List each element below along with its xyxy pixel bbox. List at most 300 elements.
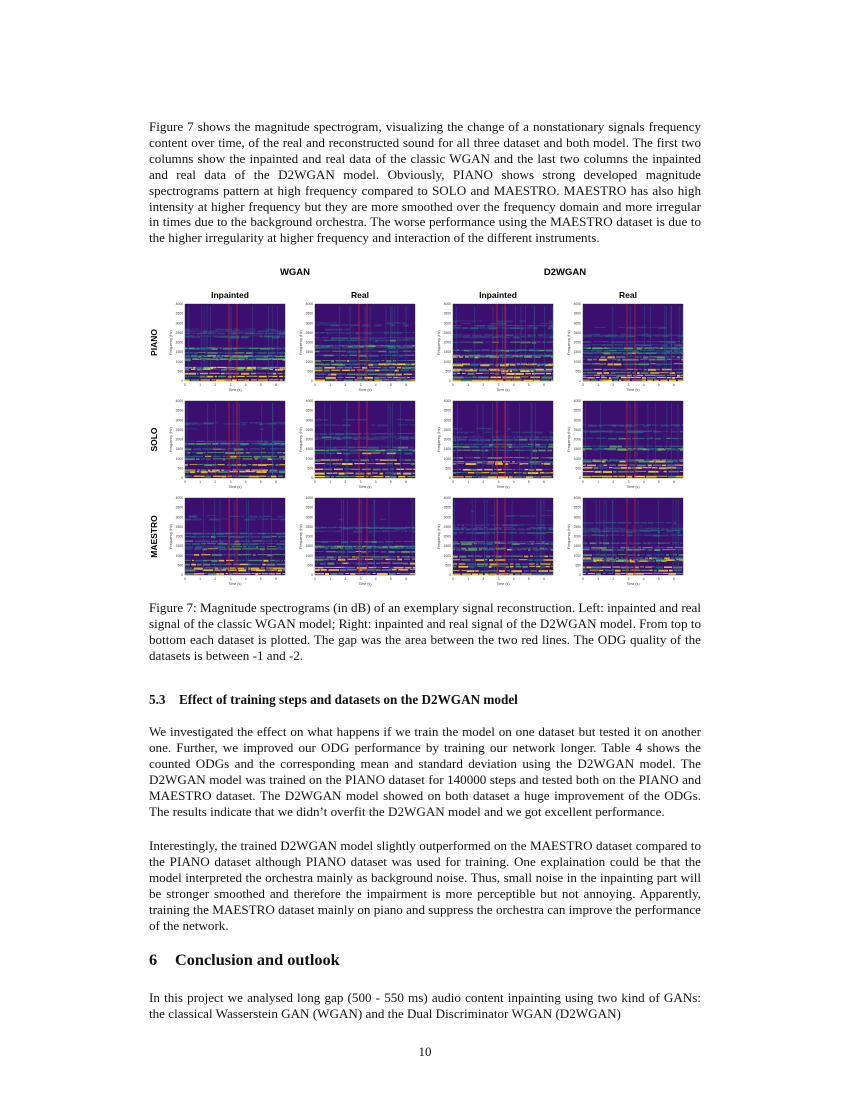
spectrogram-band (480, 364, 489, 366)
spectrogram-band (543, 528, 547, 529)
x-tick-label: 2 (214, 480, 217, 484)
spectrogram-band (399, 337, 404, 338)
spectrogram-band (673, 554, 677, 555)
spectrogram-band (671, 347, 677, 348)
spectrogram-band (619, 425, 624, 427)
spectrogram-band (465, 524, 473, 525)
spectrogram-band (486, 327, 488, 328)
spectrogram-band (465, 342, 471, 343)
spectrogram-band (281, 347, 286, 348)
spectrogram-band (514, 450, 519, 451)
note-onset (673, 500, 674, 573)
spectrogram-band (194, 476, 201, 477)
spectrogram-band (664, 558, 670, 560)
spectrogram-band (185, 564, 190, 566)
spectrogram-band (285, 548, 286, 549)
spectrogram-band (315, 360, 321, 362)
spectrogram-band (500, 532, 508, 533)
spectrogram-band (594, 467, 599, 469)
spectrogram-band (275, 569, 277, 570)
spectrogram-band (513, 556, 523, 557)
spectrogram-band (404, 355, 415, 356)
spectrogram-band (528, 335, 532, 337)
spectrogram-band (621, 535, 625, 536)
note-onset (388, 403, 389, 476)
spectrogram-band (512, 549, 516, 550)
spectrogram-band (507, 570, 510, 571)
spectrogram-band (376, 345, 379, 346)
spectrogram-band (528, 472, 539, 474)
spectrogram-band (279, 332, 285, 333)
y-tick-label: 500 (177, 369, 183, 374)
spectrogram-band (520, 543, 525, 544)
spectrogram-band (530, 556, 533, 557)
spectrogram-band (634, 369, 638, 371)
spectrogram-band (233, 564, 239, 565)
spectrogram-band (185, 331, 196, 332)
spectrogram-band (549, 548, 553, 549)
note-onset (235, 500, 236, 573)
spectrogram-band (492, 556, 495, 557)
y-tick-label: 4000 (305, 302, 313, 306)
spectrogram-band (468, 472, 474, 473)
spectrogram-band (209, 443, 214, 444)
spectrogram-band (674, 344, 683, 346)
spectrogram-panel (583, 401, 683, 478)
spectrogram-band (331, 476, 334, 478)
spectrogram-band (549, 355, 553, 356)
spectrogram-band (406, 363, 411, 365)
spectrogram-band (197, 573, 204, 574)
note-onset (457, 403, 458, 476)
spectrogram-band (322, 546, 326, 548)
spectrogram-band (355, 563, 366, 565)
spectrogram-band (374, 380, 382, 381)
note-onset (494, 500, 495, 573)
spectrogram-band (521, 563, 527, 564)
conclusion-paragraph: In this project we analysed long gap (500 - 550 ms) audio content inpainting using two kind of GANs: the classical Wasserstein GAN (WGAN) and the Dual Discriminator WGAN (D2WGAN) (149, 990, 701, 1021)
spectrogram-band (363, 332, 373, 334)
x-tick-label: 5 (389, 577, 392, 581)
note-onset (220, 500, 221, 573)
spectrogram-band (484, 373, 489, 374)
spectrogram-band (236, 546, 242, 547)
spectrogram-band (351, 459, 359, 461)
spectrogram-band (284, 441, 285, 442)
spectrogram-band (326, 377, 336, 379)
spectrogram-band (519, 532, 525, 534)
spectrogram-band (337, 374, 346, 375)
spectrogram-band (643, 542, 647, 543)
spectrogram-band (266, 569, 270, 571)
spectrogram-band (535, 436, 540, 438)
spectrogram-band (219, 560, 225, 562)
spectrogram-band (256, 333, 264, 335)
spectrogram-band (270, 560, 275, 561)
spectrogram-band (185, 546, 193, 548)
spectrogram-band (343, 347, 346, 349)
spectrogram-band (269, 573, 275, 574)
spectrogram-band (453, 574, 461, 576)
y-tick-label: 3500 (443, 408, 451, 413)
x-tick-label: 4 (244, 480, 247, 484)
spectrogram-band (321, 569, 327, 571)
spectrogram-band (385, 438, 387, 439)
spectrogram-band (617, 549, 624, 551)
spectrogram-band (382, 469, 389, 471)
y-tick-label: 2500 (305, 330, 313, 335)
spectrogram-band (345, 546, 354, 547)
spectrogram-band (666, 522, 671, 523)
y-tick-label: 4000 (443, 302, 451, 306)
spectrogram-band (656, 350, 665, 352)
y-tick-label: 500 (177, 563, 183, 568)
spectrogram-band (652, 424, 658, 426)
spectrogram-band (403, 433, 413, 434)
spectrogram-band (190, 471, 196, 473)
spectrogram-band (597, 459, 602, 460)
spectrogram-band (315, 438, 318, 440)
spectrogram-band (458, 566, 468, 568)
spectrogram-band (641, 336, 644, 337)
spectrogram-band (453, 335, 462, 336)
spectrogram-band (356, 419, 366, 421)
spectrogram-band (465, 549, 467, 551)
spectrogram-band (621, 531, 625, 532)
note-onset (665, 306, 666, 379)
spectrogram-band (671, 448, 675, 449)
spectrogram-band (196, 347, 205, 349)
spectrogram-band (201, 476, 205, 478)
spectrogram-band (279, 448, 285, 449)
spectrogram-band (192, 543, 201, 545)
spectrogram-band (524, 469, 528, 470)
note-onset (454, 500, 455, 573)
spectrogram-band (647, 549, 652, 551)
spectrogram-band (185, 470, 196, 471)
spectrogram-band (380, 345, 390, 347)
spectrogram-band (653, 356, 657, 357)
spectrogram-band (646, 446, 653, 447)
spectrogram-band (531, 543, 535, 545)
spectrogram-band (488, 380, 495, 382)
spectrogram-band (587, 372, 597, 373)
spectrogram-band (248, 546, 256, 547)
spectrogram-band (356, 476, 365, 477)
x-tick-label: 5 (527, 577, 530, 581)
spectrogram-band (321, 347, 330, 349)
spectrogram-band (622, 334, 625, 336)
spectrogram-band (380, 473, 384, 475)
spectrogram-band (663, 471, 667, 472)
spectrogram-band (252, 541, 262, 542)
x-tick-label: 2 (612, 383, 615, 387)
x-tick-label: 6 (673, 383, 675, 387)
x-tick-label: 2 (482, 480, 485, 484)
spectrogram-band (359, 360, 369, 361)
spectrogram-band (209, 332, 214, 333)
spectrogram-band (219, 568, 223, 569)
spectrogram-band (614, 344, 623, 345)
spectrogram-band (223, 568, 229, 570)
spectrogram-band (353, 438, 357, 440)
y-tick-label: 3000 (175, 321, 183, 326)
spectrogram-band (680, 542, 683, 544)
note-onset (492, 403, 493, 476)
x-tick-label: 5 (389, 480, 392, 484)
spectrogram-band (678, 380, 683, 382)
spectrogram-band (540, 323, 551, 324)
x-tick-label: 5 (389, 383, 392, 387)
spectrogram-band (619, 380, 622, 381)
spectrogram-band (196, 443, 207, 444)
spectrogram-band (323, 419, 327, 421)
spectrogram-band (542, 377, 552, 379)
spectrogram-band (527, 336, 536, 337)
y-tick-label: 0 (449, 476, 451, 480)
note-onset (341, 500, 342, 573)
spectrogram-band (331, 337, 340, 339)
spectrogram-band (185, 376, 191, 377)
note-onset (596, 500, 597, 573)
spectrogram-band (648, 560, 652, 561)
spectrogram-band (222, 476, 227, 478)
spectrogram-band (514, 377, 521, 379)
x-tick-label: 0 (452, 480, 454, 484)
spectrogram-band (458, 321, 461, 322)
spectrogram-band (583, 430, 592, 431)
spectrogram-band (615, 341, 625, 343)
y-tick-label: 1500 (443, 544, 451, 549)
spectrogram-band (394, 463, 400, 465)
spectrogram-band (375, 340, 378, 342)
spectrogram-band (315, 324, 322, 325)
spectrogram-band (601, 375, 605, 377)
x-tick-label: 1 (199, 577, 202, 581)
spectrogram-band (362, 351, 370, 352)
x-tick-label: 2 (214, 383, 217, 387)
spectrogram-band (613, 476, 617, 477)
spectrogram-band (375, 459, 378, 460)
spectrogram-band (478, 548, 487, 549)
y-tick-label: 2000 (175, 534, 183, 539)
spectrogram-band (197, 367, 201, 369)
spectrogram-band (476, 559, 485, 561)
spectrogram-band (453, 336, 462, 337)
spectrogram-band (382, 569, 392, 571)
spectrogram-band (350, 324, 353, 326)
spectrogram-band (359, 450, 366, 451)
spectrogram-band (636, 341, 645, 342)
intro-paragraph: Figure 7 shows the magnitude spectrogram, visualizing the change of a nonstationary signals frequency content over time, of the real and reconstructed sound for all three dataset and both model. The first two columns show the inpainted and real data of the classic WGAN and the last two columns the inpainted and real data of the D2WGAN model. Obviously, PIANO shows strong developed magnitude spectrograms pattern at high frequency compared to SOLO and MAESTRO. MAESTRO has also high intensity at higher frequency but they are more smoothed over the frequency domain and more irregular in times due to the background orchestra. The worse performance using the MAESTRO dataset is due to the higher irregularity at higher frequency and interaction of the different instruments. (149, 119, 701, 246)
spectrogram-band (603, 369, 607, 371)
spectrogram-band (412, 345, 415, 347)
spectrogram-band (275, 367, 277, 368)
spectrogram-band (462, 570, 467, 571)
spectrogram-band (327, 556, 334, 558)
spectrogram-band (405, 567, 412, 569)
spectrogram-band (207, 352, 217, 354)
spectrogram-band (278, 536, 280, 538)
spectrogram-band (407, 556, 409, 557)
spectrogram-band (478, 476, 481, 478)
spectrogram-band (593, 558, 604, 560)
spectrogram-band (453, 541, 458, 542)
spectrogram-band (583, 476, 591, 478)
spectrogram-band (453, 355, 460, 356)
spectrogram-band (596, 438, 607, 439)
note-onset (273, 403, 274, 476)
spectrogram-band (535, 325, 538, 326)
spectrogram-band (593, 336, 604, 338)
y-tick-label: 1000 (175, 456, 183, 461)
spectrogram-band (188, 428, 197, 429)
x-tick-label: 4 (512, 577, 515, 581)
spectrogram-band (521, 548, 532, 550)
spectrogram-band (324, 322, 332, 323)
spectrogram-band (242, 548, 252, 549)
spectrogram-band (329, 541, 340, 542)
spectrogram-band (201, 554, 210, 555)
y-tick-label: 0 (579, 573, 581, 577)
spectrogram-band (609, 467, 613, 468)
spectrogram-band (664, 567, 672, 568)
spectrogram-band (323, 360, 331, 361)
spectrogram-band (638, 446, 645, 448)
spectrogram-band (240, 443, 246, 445)
spectrogram-band (609, 430, 613, 431)
spectrogram-band (403, 450, 411, 451)
spectrogram-band (227, 347, 237, 349)
spectrogram-band (474, 369, 478, 371)
spectrogram-band (349, 360, 357, 362)
spectrogram-band (604, 372, 610, 374)
spectrogram-band (397, 367, 401, 369)
spectrogram-band (505, 515, 516, 517)
spectrogram-band (364, 377, 373, 379)
spectrogram-band (656, 567, 663, 569)
spectrogram-band (527, 532, 532, 534)
x-axis-label: Time (s) (228, 485, 242, 489)
spectrogram-band (192, 452, 195, 453)
x-axis-label: Time (s) (496, 485, 510, 489)
spectrogram-band (393, 377, 398, 378)
spectrogram-band (583, 558, 591, 560)
spectrogram-band (607, 559, 616, 560)
note-onset (497, 500, 498, 573)
spectrogram-band (406, 547, 415, 549)
spectrogram-band (283, 569, 286, 570)
spectrogram-band (473, 440, 477, 442)
spectrogram-band (269, 379, 279, 380)
spectrogram-band (483, 380, 488, 382)
spectrogram-band (485, 440, 490, 442)
section-title: Conclusion and outlook (175, 950, 340, 969)
spectrogram-band (666, 530, 670, 531)
spectrogram-band (541, 476, 552, 477)
spectrogram-band (666, 554, 669, 556)
spectrogram-band (382, 450, 384, 451)
spectrogram-band (464, 444, 472, 446)
spectrogram-band (261, 519, 268, 520)
spectrogram-band (245, 470, 250, 472)
spectrogram-band (202, 448, 212, 449)
spectrogram-band (509, 476, 513, 477)
spectrogram-band (315, 541, 320, 542)
spectrogram-band (670, 530, 681, 532)
x-tick-label: 3 (627, 577, 630, 581)
spectrogram-band (583, 467, 593, 469)
x-tick-label: 6 (405, 383, 407, 387)
y-tick-label: 1500 (443, 350, 451, 355)
spectrogram-band (471, 469, 477, 471)
spectrogram-band (226, 367, 228, 369)
spectrogram-band (677, 535, 683, 536)
spectrogram-band (541, 463, 543, 464)
spectrogram-band (603, 459, 608, 461)
spectrogram-band (467, 373, 474, 375)
spectrogram-band (592, 347, 602, 349)
x-tick-label: 3 (229, 577, 232, 581)
spectrogram-band (510, 342, 520, 343)
spectrogram-band (276, 564, 285, 566)
spectrogram-band (460, 342, 465, 343)
spectrogram-band (393, 567, 403, 569)
spectrogram-band (464, 350, 470, 351)
spectrogram-band (609, 359, 614, 360)
x-tick-label: 3 (497, 577, 500, 581)
spectrogram-band (371, 433, 376, 435)
spectrogram-band (221, 533, 224, 535)
spectrogram-band (185, 568, 192, 569)
spectrogram-band (238, 331, 247, 332)
spectrogram-band (515, 548, 519, 549)
y-tick-label: 3000 (175, 515, 183, 520)
spectrogram-band (324, 324, 330, 325)
spectrogram-band (222, 448, 226, 450)
note-onset (201, 306, 202, 379)
spectrogram-band (368, 563, 375, 564)
spectrogram-band (498, 566, 504, 567)
spectrogram-band (254, 456, 261, 458)
x-tick-label: 3 (627, 383, 630, 387)
spectrogram-band (247, 376, 258, 377)
y-tick-label: 2500 (175, 524, 183, 529)
spectrogram-band (489, 559, 493, 561)
spectrogram-band (413, 450, 415, 452)
spectrogram-band (396, 453, 398, 454)
spectrogram-band (677, 341, 680, 342)
spectrogram-band (399, 355, 404, 357)
spectrogram-band (192, 329, 199, 330)
spectrogram-band (646, 476, 657, 478)
spectrogram-band (331, 370, 340, 371)
spectrogram-band (379, 528, 384, 529)
spectrogram-band (551, 549, 554, 551)
spectrogram-band (368, 374, 378, 375)
note-onset (540, 500, 541, 573)
spectrogram-band (185, 543, 191, 544)
spectrogram-band (390, 437, 397, 438)
spectrogram-band (637, 554, 639, 556)
spectrogram-band (632, 350, 639, 352)
spectrogram-band (543, 461, 553, 463)
spectrogram-band (225, 373, 233, 374)
spectrogram-band (509, 446, 512, 448)
spectrogram-band (283, 573, 286, 574)
spectrogram-band (315, 547, 318, 549)
spectrogram-band (262, 443, 267, 445)
